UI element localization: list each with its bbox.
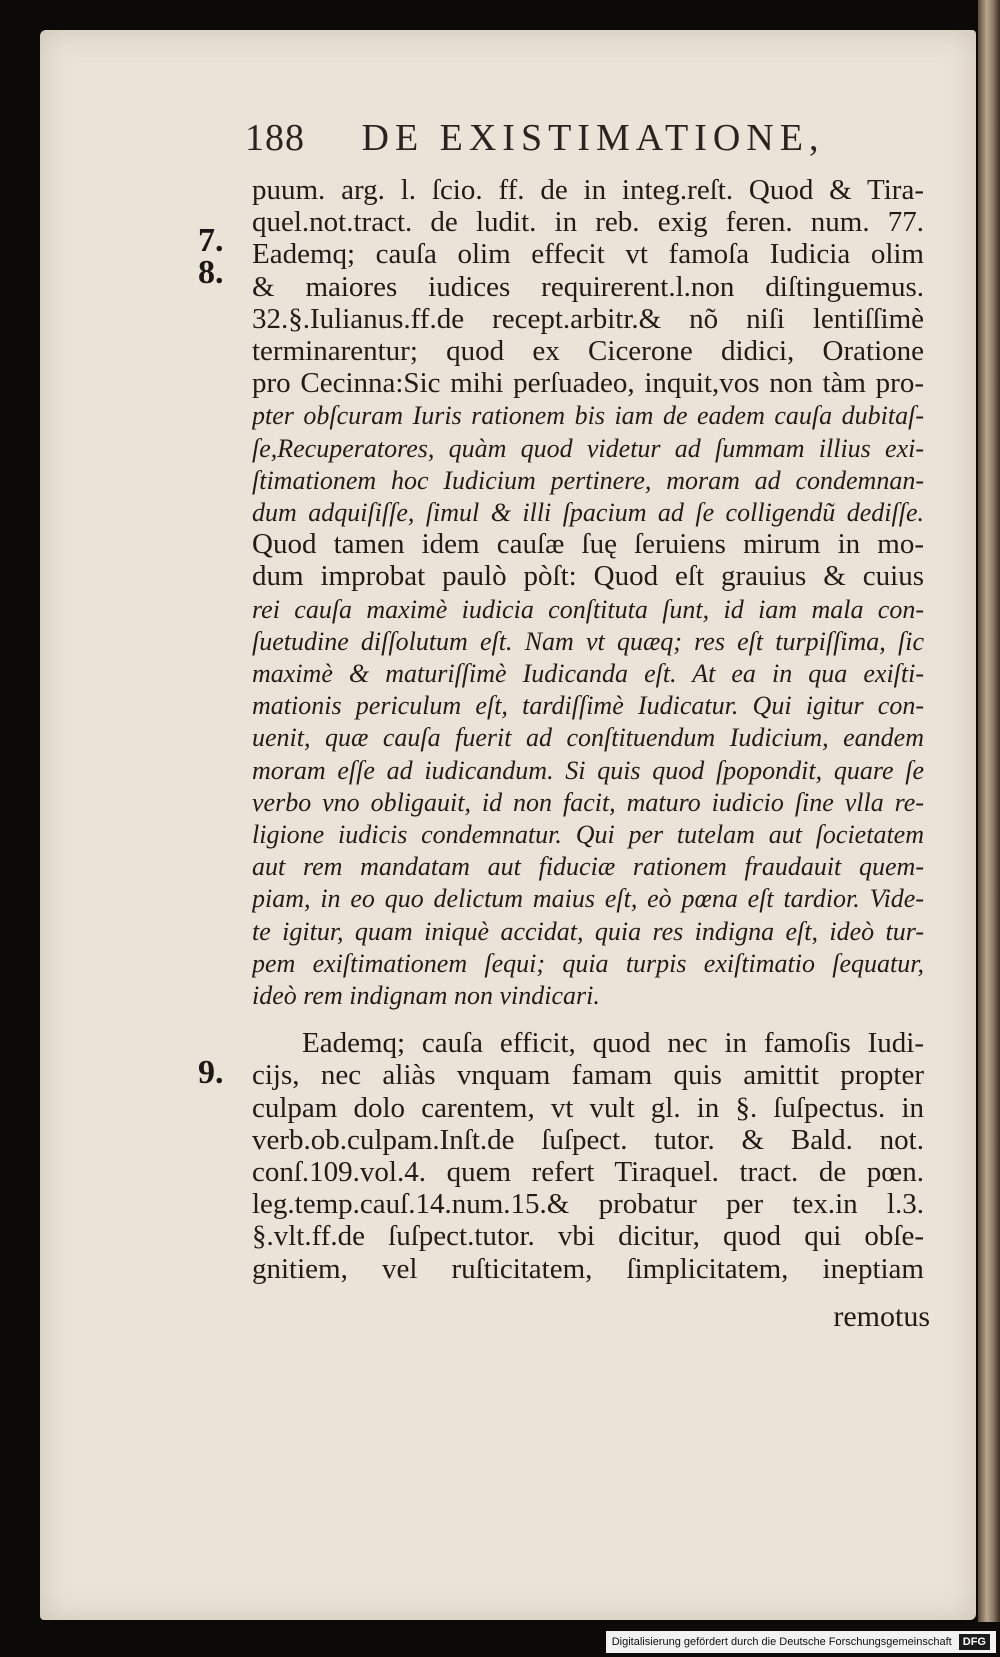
text-line: ſtimationem hoc Iudicium pertinere, moram ad condemnan- bbox=[252, 465, 924, 495]
text-line: dum improbat paulò pòſt: Quod eſt grauius & cuius bbox=[252, 561, 924, 593]
text-line: conſ.109.vol.4. quem refert Tiraquel. tract. de pœn. bbox=[252, 1157, 924, 1188]
text-line: cijs, nec aliàs vnquam famam quis amittit propter bbox=[252, 1060, 924, 1092]
text-line: pem exiſtimationem ſequi; quia turpis exiſtimatio ſequatur, bbox=[252, 948, 924, 978]
text-line: pro Cecinna:Sic mihi perſuadeo, inquit,vos non tàm pro- bbox=[252, 368, 924, 400]
margin-number-9: 9. bbox=[198, 1054, 224, 1091]
text-line: pter obſcuram Iuris rationem bis iam de eadem cauſa dubitaſ- bbox=[252, 401, 924, 431]
text-line: maximè & maturiſſimè Iudicanda eſt. At ea in qua exiſti- bbox=[252, 659, 924, 688]
footer-text: Digitalisierung gefördert durch die Deutsche Forschungsgemeinschaft bbox=[611, 1636, 952, 1648]
running-head bbox=[245, 116, 824, 160]
text-line: §.vlt.ff.de ſuſpect.tutor. vbi dicitur, quod qui obſe- bbox=[252, 1221, 924, 1253]
text-line: Eademq; cauſa olim effecit vt famoſa Iudicia olim bbox=[252, 239, 924, 271]
text-line: culpam dolo carentem, vt vult gl. in §. ſuſpectus. in bbox=[252, 1092, 924, 1124]
text-line: leg.temp.cauſ.14.num.15.& probatur per tex.in l.3. bbox=[252, 1189, 924, 1221]
text-line: moram eſſe ad iudicandum. Si quis quod ſpopondit, quare ſe bbox=[252, 755, 924, 785]
text-line: quel.not.tract. de ludit. in reb. exig feren. num. 77. bbox=[252, 207, 924, 239]
text-line: Quod tamen idem cauſæ ſuę ſeruiens mirum in mo- bbox=[252, 529, 924, 561]
text-line: uenit, quæ cauſa fuerit ad conſtituendum Iudicium, eandem bbox=[252, 723, 924, 753]
text-line: ſe,Recuperatores, quàm quod videtur ad ſummam illius exi- bbox=[252, 433, 924, 463]
catchword: remotus bbox=[833, 1300, 930, 1333]
text-line: ſuetudine diſſolutum eſt. Nam vt quæq; res eſt turpiſſima, ſic bbox=[252, 626, 924, 656]
margin-number-8: 8. bbox=[198, 254, 224, 291]
text-line: verbo vno obligauit, id non facit, maturo iudicio ſine vlla re- bbox=[252, 787, 924, 817]
text-line: aut rem mandatam aut fiduciæ rationem fraudauit quem- bbox=[252, 852, 924, 882]
text-line: verb.ob.culpam.Inſt.de ſuſpect. tutor. & Bald. not. bbox=[252, 1124, 924, 1156]
text-line: te igitur, quam iniquè accidat, quia res indigna eſt, ideò tur- bbox=[252, 916, 924, 946]
text-line: 32.§.Iulianus.ff.de recept.arbitr.& nõ niſi lentiſſimè bbox=[252, 303, 924, 335]
dfg-logo: DFG bbox=[959, 1634, 990, 1650]
text-line: gnitiem, vel ruſticitatem, ſimplicitatem, ineptiam bbox=[252, 1253, 924, 1285]
text-line: mationis periculum eſt, tardiſſimè Iudicatur. Qui igitur con- bbox=[252, 691, 924, 721]
digitization-footer bbox=[606, 1631, 996, 1653]
text-line: ideò rem indignam non vindicari. bbox=[252, 981, 600, 1010]
text-line: piam, in eo quo delictum maius eſt, eò pœna eſt tardior. Vide- bbox=[252, 884, 924, 914]
text-line: terminarentur; quod ex Cicerone didici, Oratione bbox=[252, 336, 924, 367]
text-line: dum adquiſiſſe, ſimul & illi ſpacium ad ſe colligendũ dediſſe. bbox=[252, 498, 924, 527]
text-line: rei cauſa maximè iudicia conſtituta ſunt, id iam mala con- bbox=[252, 594, 924, 624]
margin-number-7: 7. bbox=[198, 222, 224, 259]
text-line: Eademq; cauſa efficit, quod nec in famoſis Iudi- bbox=[302, 1028, 924, 1060]
text-line: & maiores iudices requirerent.l.non diſtinguemus. bbox=[252, 271, 924, 303]
running-title: DE EXISTIMATIONE, bbox=[361, 117, 825, 159]
page-number: 188 bbox=[245, 117, 305, 159]
text-line: puum. arg. l. ſcio. ff. de in integ.reſt. Quod & Tira- bbox=[252, 175, 924, 206]
text-line: ligione iudicis condemnatur. Qui per tutelam aut ſocietatem bbox=[252, 820, 924, 849]
page-edge bbox=[978, 0, 1000, 1622]
